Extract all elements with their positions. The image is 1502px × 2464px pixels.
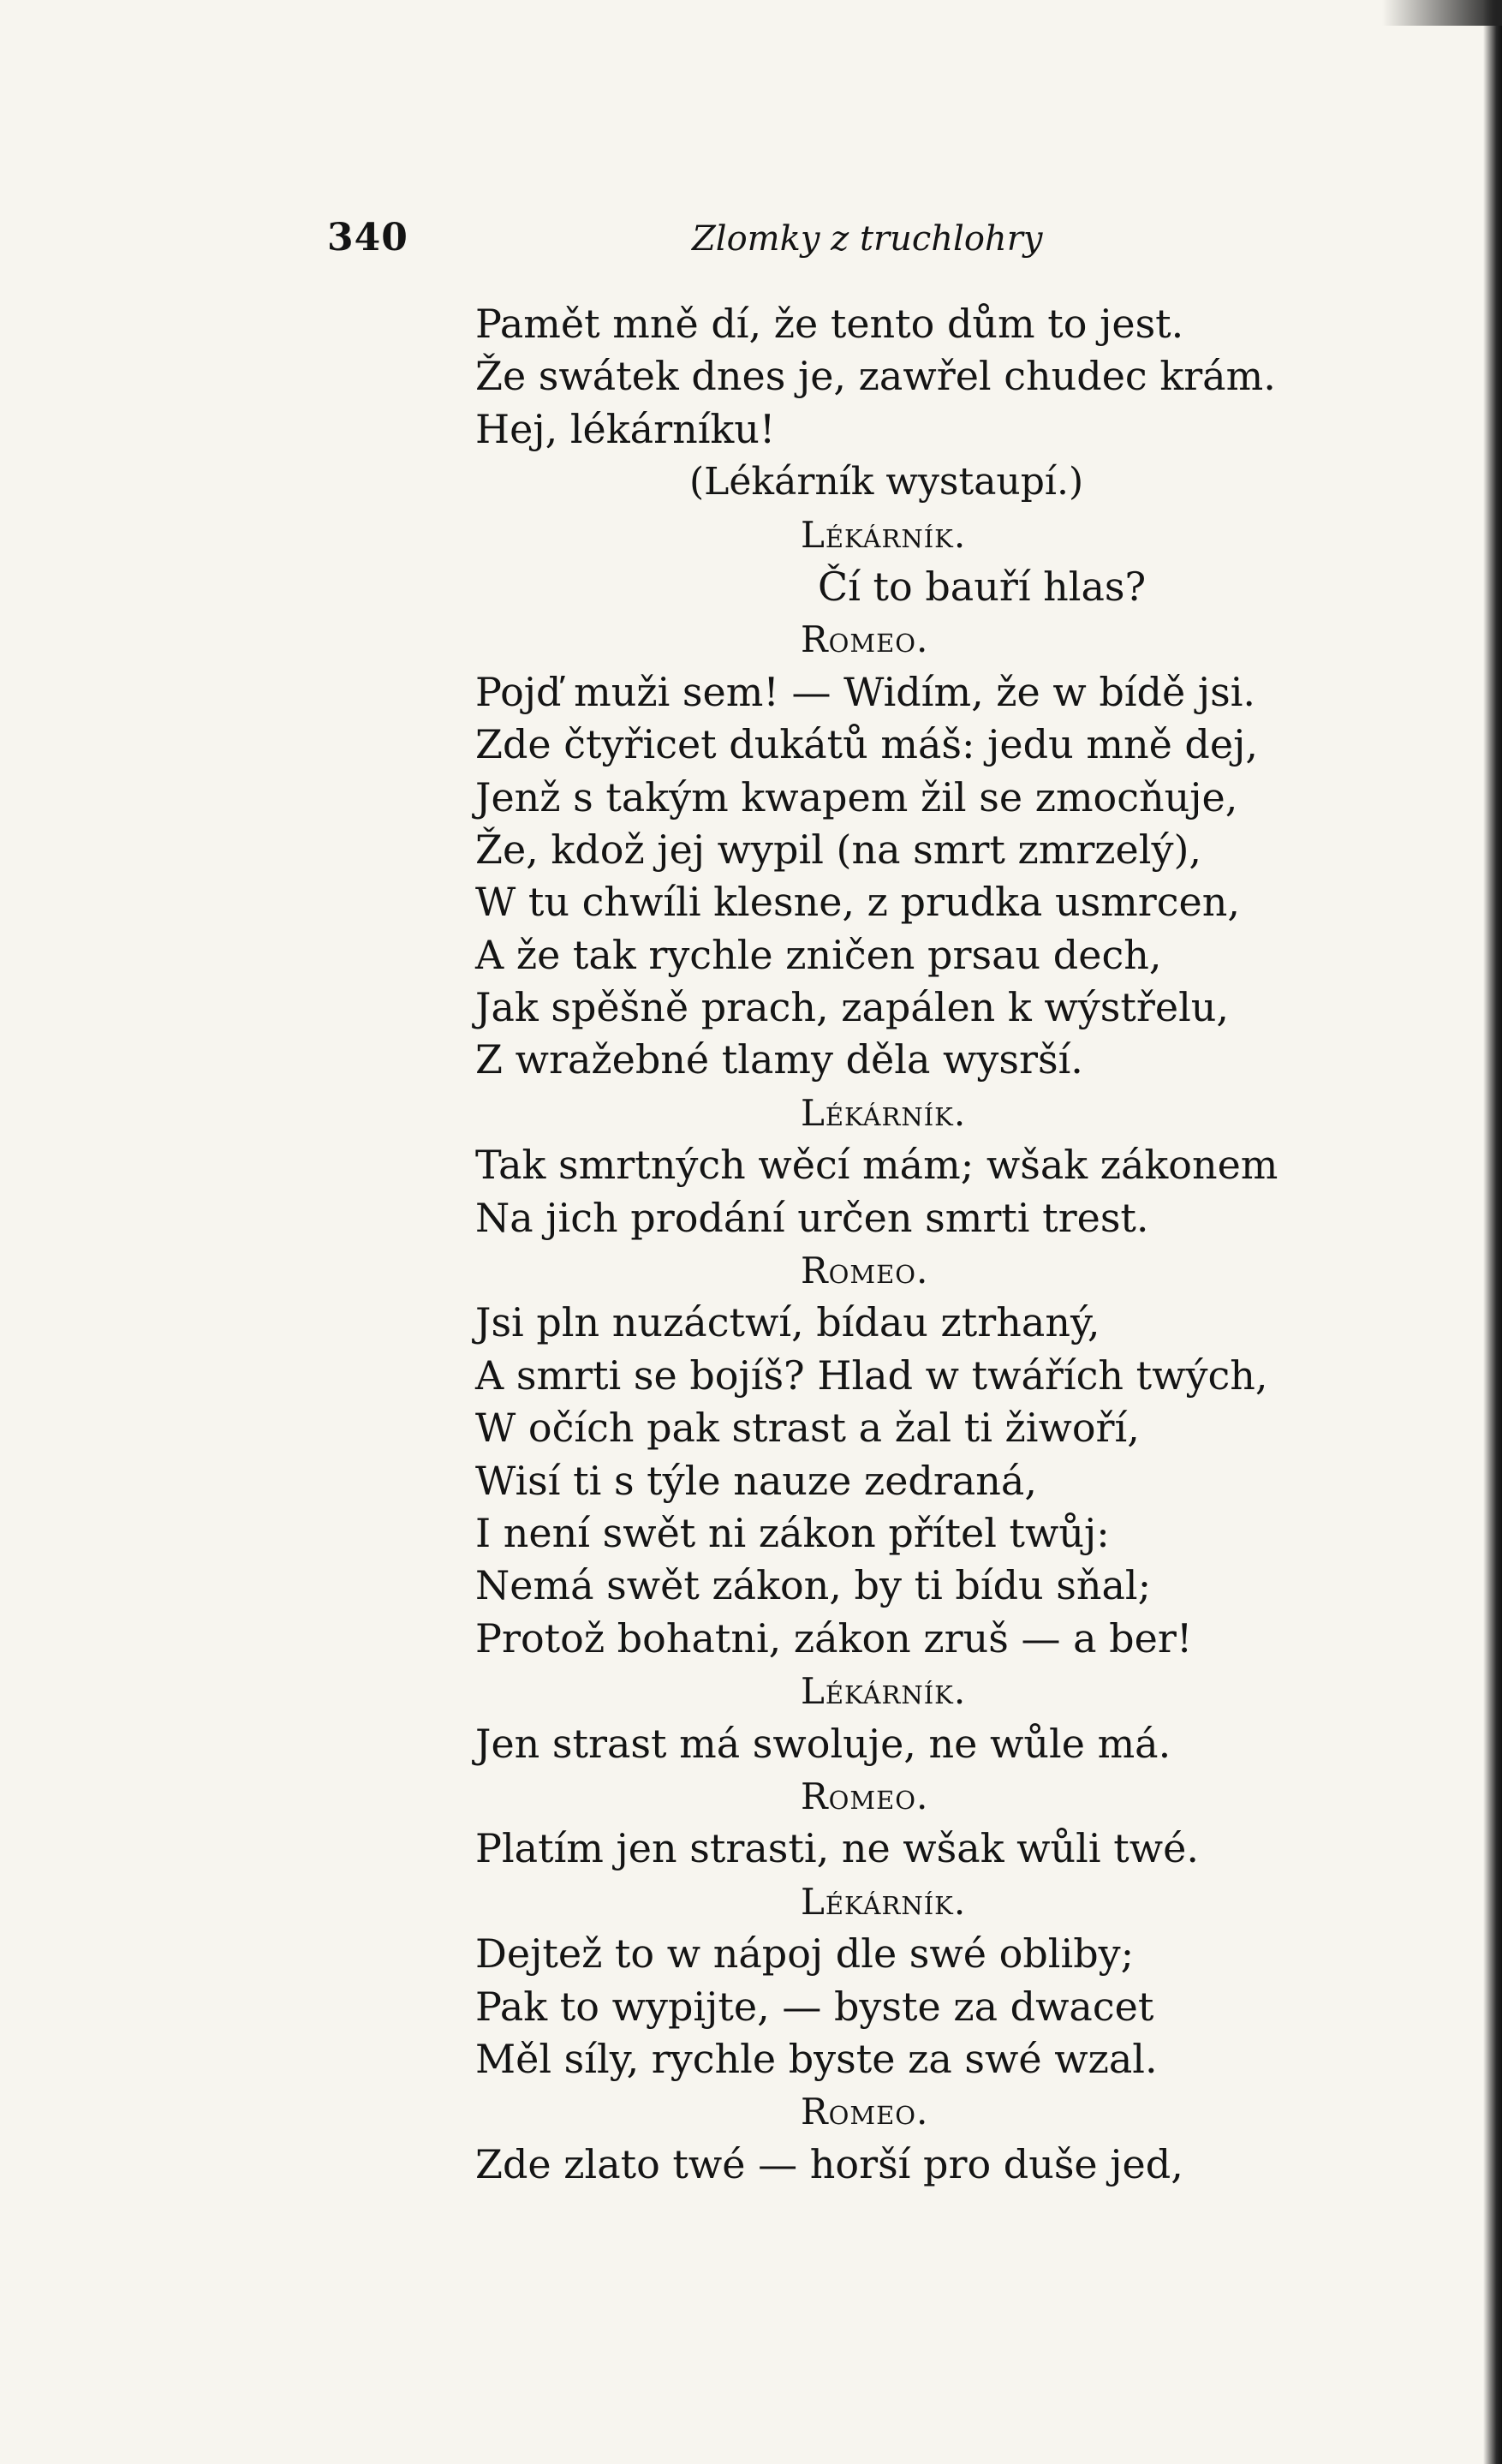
verse-line: Měl síly, rychle byste za swé wzal. [475,2035,1158,2082]
speaker-name: Romeo. [801,618,929,661]
verse-line: Jen strast má swoluje, ne wůle má. [475,1720,1171,1767]
verse-line: Pojď muži sem! — Widím, že w bídě jsi. [475,668,1256,715]
verse-line: Čí to bauří hlas? [818,563,1147,610]
stage-direction: (Lékárník wystaupí.) [689,460,1084,504]
verse-line: Protož bohatni, zákon zruš — a ber! [475,1614,1193,1662]
verse-line: Jak spěšně prach, zapálen k wýstřelu, [475,984,1230,1031]
verse-line: Hej, lékárníku! [475,405,776,452]
verse-line: Nemá swět zákon, by ti bídu sňal; [475,1562,1152,1609]
verse-line: Pak to wypijte, — byste za dwacet [475,1983,1154,2030]
verse-line: A že tak rychle zničen prsau dech, [475,931,1162,978]
verse-line: Zde čtyřicet dukátů máš: jedu mně dej, [475,721,1258,768]
speaker-name: Romeo. [801,2091,929,2133]
verse-line: Wisí ti s týle nauze zedraná, [475,1457,1037,1504]
speaker-name: Lékárník. [801,1670,967,1713]
page-corner-shadow [1382,0,1502,26]
verse-line: I není swět ni zákon přítel twůj: [475,1509,1110,1556]
verse-line: Z wražebné tlamy děla wysrší. [475,1036,1083,1083]
verse-line: Jsi pln nuzáctwí, bídau ztrhaný, [475,1299,1100,1346]
verse-line: Zde zlato twé — horší pro duše jed, [475,2140,1183,2187]
speaker-name: Lékárník. [801,513,967,556]
verse-line: A smrti se bojíš? Hlad w twářích twých, [475,1351,1268,1399]
verse-line: Tak smrtných wěcí mám; wšak zákonem [475,1142,1278,1189]
verse-line: Pamět mně dí, že tento dům to jest. [475,301,1184,347]
verse-line: Jenž s takým kwapem žil se zmocňuje, [475,773,1238,820]
speaker-name: Lékárník. [801,1091,967,1134]
verse-line: Že swátek dnes je, zawřel chudec krám. [475,353,1276,400]
page-header [327,216,1098,267]
running-title: Zlomky z truchlohry [692,219,1043,259]
speaker-name: Romeo. [801,1250,929,1292]
speaker-name: Romeo. [801,1775,929,1817]
play-text [475,298,1332,2191]
verse-line: Dejtež to w nápoj dle swé obliby; [475,1930,1135,1978]
page-number: 340 [327,216,408,260]
speaker-name: Lékárník. [801,1880,967,1923]
verse-line: Platím jen strasti, ne wšak wůli twé. [475,1825,1199,1872]
verse-line: W očích pak strast a žal ti žiwoří, [475,1405,1140,1452]
verse-line: W tu chwíli klesne, z prudka usmrcen, [475,879,1241,926]
page-edge-shadow [1483,0,1502,2464]
verse-line: Že, kdož jej wypil (na smrt zmrzelý), [475,826,1202,873]
verse-line: Na jich prodání určen smrti trest. [475,1194,1149,1241]
